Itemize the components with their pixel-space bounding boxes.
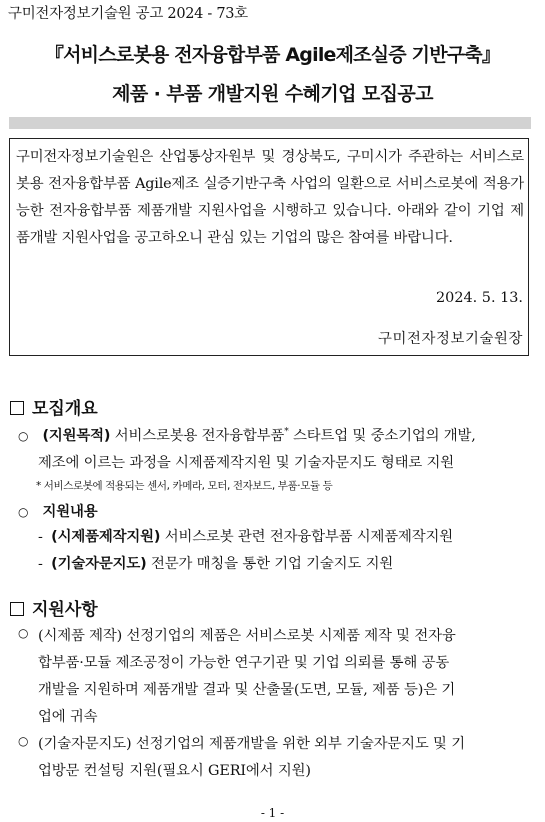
support-item-1-line-2: 합부품·모듈 제조공정이 가능한 연구기관 및 기업 의뢰를 통해 공동 — [38, 655, 450, 671]
support-item-1-line-4: 업에 귀속 — [38, 709, 98, 725]
section-recruitment-overview-heading — [10, 394, 98, 419]
support-content-label: 지원내용 — [42, 504, 98, 520]
sub-item-text: 서비스로봇 관련 전자융합부품 시제품제작지원 — [160, 529, 454, 545]
dash-bullet: - — [38, 556, 43, 572]
support-item-1-line-3: 개발을 지원하며 제품개발 결과 및 산출물(도면, 모듈, 제품 등)은 기 — [38, 682, 456, 698]
circle-bullet-icon: ○ — [18, 429, 29, 443]
circle-bullet-icon: ○ — [18, 626, 29, 640]
signature: 구미전자정보기술원장 — [377, 331, 523, 347]
page-number: - 1 - — [260, 806, 285, 820]
section-support-details-heading — [10, 595, 98, 620]
sub-item-label: (기술자문지도) — [51, 556, 147, 572]
support-content-heading — [18, 500, 97, 521]
circle-bullet-icon: ○ — [18, 505, 29, 519]
footnote-marker: * — [284, 427, 289, 438]
purpose-line-1 — [18, 424, 476, 445]
section-title: 지원사항 — [32, 600, 98, 620]
support-item-1-line-1: (시제품 제작) 선정기업의 제품은 서비스로봇 시제품 제작 및 전자융 — [38, 628, 456, 644]
purpose-text: 서비스로봇용 전자융합부품 — [110, 428, 285, 444]
announcement-date: 2024. 5. 13. — [436, 290, 523, 306]
sub-item-text: 전문가 매칭을 통한 기업 기술지도 지원 — [146, 556, 394, 572]
title-line-1: 『서비스로봇용 전자융합부품 Agile제조실증 기반구축』 — [44, 44, 501, 66]
sub-item-consulting — [38, 552, 393, 573]
dash-bullet: - — [38, 529, 43, 545]
section-title: 모집개요 — [32, 399, 98, 419]
intro-text: 구미전자정보기술원은 산업통상자원부 및 경상북도, 구미시가 주관하는 서비스로봇용 전자융합부품 Agile제조 실증기반구축 사업의 일환으로 서비스로봇에 적용가능한 전자융합부품 제품개발 지원사업을 시행하고 있습니다. 아래와 같이 기업 제품개발 지원사업을 공고하오니 관심 있는 기업의 많은 참여를 바랍니다. — [16, 149, 524, 246]
notice-number: 구미전자정보기술원 공고 2024 - 73호 — [8, 6, 248, 22]
support-item-2-line-2: 업방문 컨설팅 지원(필요시 GERI에서 지원) — [38, 763, 311, 779]
purpose-line-2: 제조에 이르는 과정을 시제품제작지원 및 기술자문지도 형태로 지원 — [38, 455, 455, 471]
circle-bullet-icon: ○ — [18, 734, 29, 748]
square-bullet-icon — [10, 602, 24, 616]
purpose-label: (지원목적) — [42, 428, 111, 444]
purpose-text-cont: 스타트업 및 중소기업의 개발, — [288, 428, 476, 444]
sub-item-prototype — [38, 525, 453, 546]
square-bullet-icon — [10, 401, 24, 415]
support-item-2-line-1: (기술자문지도) 선정기업의 제품개발을 위한 외부 기술자문지도 및 기 — [38, 736, 465, 752]
title-divider-bar — [9, 117, 531, 129]
title-line-2: 제품 · 부품 개발지원 수혜기업 모집공고 — [112, 83, 433, 105]
sub-item-label: (시제품제작지원) — [51, 529, 161, 545]
footnote: * 서비스로봇에 적용되는 센서, 카메라, 모터, 전자보드, 부품·모듈 등 — [36, 480, 333, 492]
